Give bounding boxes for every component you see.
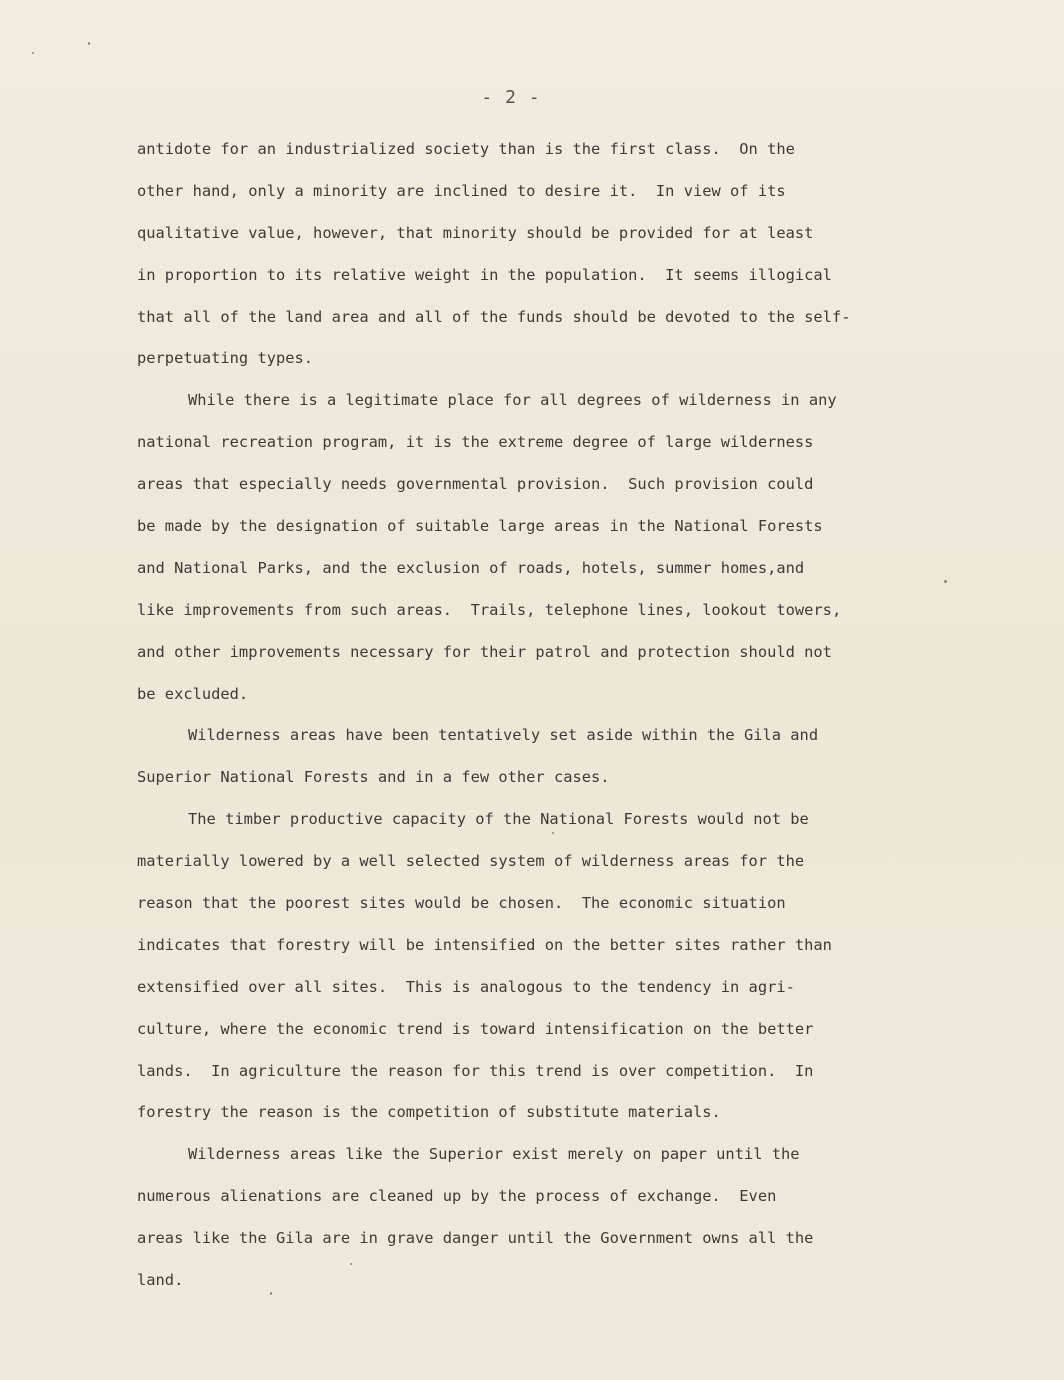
paragraph (137, 715, 947, 799)
paragraph (137, 1134, 947, 1302)
paper-speck (270, 1292, 272, 1295)
text-line: be excluded. (137, 684, 249, 703)
paragraph (137, 129, 947, 380)
text-line: national recreation program, it is the extreme degree of large wilderness (137, 433, 814, 452)
text-line: forestry the reason is the competition of substitute materials. (137, 1103, 721, 1122)
text-line: areas that especially needs governmental provision. Such provision could (137, 475, 814, 494)
text-line: be made by the designation of suitable large areas in the National Forests (137, 517, 823, 536)
text-line: areas like the Gila are in grave danger until the Government owns all the (137, 1229, 814, 1248)
text-line: antidote for an industrialized society than is the first class. On the (137, 140, 795, 158)
paper-speck (32, 52, 34, 54)
text-line: Superior National Forests and in a few other cases. (137, 768, 610, 787)
paragraph (137, 799, 947, 1134)
document-body (137, 129, 947, 1302)
text-line: Wilderness areas have been tentatively set aside within the Gila and (188, 726, 819, 745)
text-line: that all of the land area and all of the funds should be devoted to the self- (137, 307, 851, 326)
text-line: land. (137, 1271, 184, 1290)
text-line: reason that the poorest sites would be chosen. The economic situation (137, 894, 786, 913)
text-line: numerous alienations are cleaned up by the process of exchange. Even (137, 1187, 777, 1206)
text-line: other hand, only a minority are inclined to desire it. In view of its (137, 181, 786, 200)
text-line: While there is a legitimate place for all degrees of wilderness in any (188, 391, 837, 410)
text-line: extensified over all sites. This is analogous to the tendency in agri- (137, 977, 795, 996)
text-line: qualitative value, however, that minority should be provided for at least (137, 223, 814, 242)
text-line: Wilderness areas like the Superior exist merely on paper until the (188, 1145, 800, 1164)
text-line: in proportion to its relative weight in the population. It seems illogical (137, 265, 832, 284)
text-line: The timber productive capacity of the National Forests would not be (188, 810, 809, 829)
paper-speck (552, 832, 554, 834)
paper-speck (944, 580, 947, 583)
page-number: - 2 - (481, 87, 541, 108)
text-line: lands. In agriculture the reason for this trend is over competition. In (137, 1061, 814, 1080)
text-line: culture, where the economic trend is toward intensification on the better (137, 1019, 814, 1038)
text-line: and other improvements necessary for their patrol and protection should not (137, 642, 832, 661)
paper-speck (88, 42, 90, 45)
text-line: materially lowered by a well selected system of wilderness areas for the (137, 852, 805, 871)
text-line: indicates that forestry will be intensified on the better sites rather than (137, 935, 832, 954)
text-line: and National Parks, and the exclusion of roads, hotels, summer homes,and (137, 558, 805, 577)
text-line: perpetuating types. (137, 349, 314, 368)
text-line: like improvements from such areas. Trails, telephone lines, lookout towers, (137, 600, 842, 619)
paragraph (137, 380, 947, 715)
paper-speck (350, 1263, 352, 1265)
